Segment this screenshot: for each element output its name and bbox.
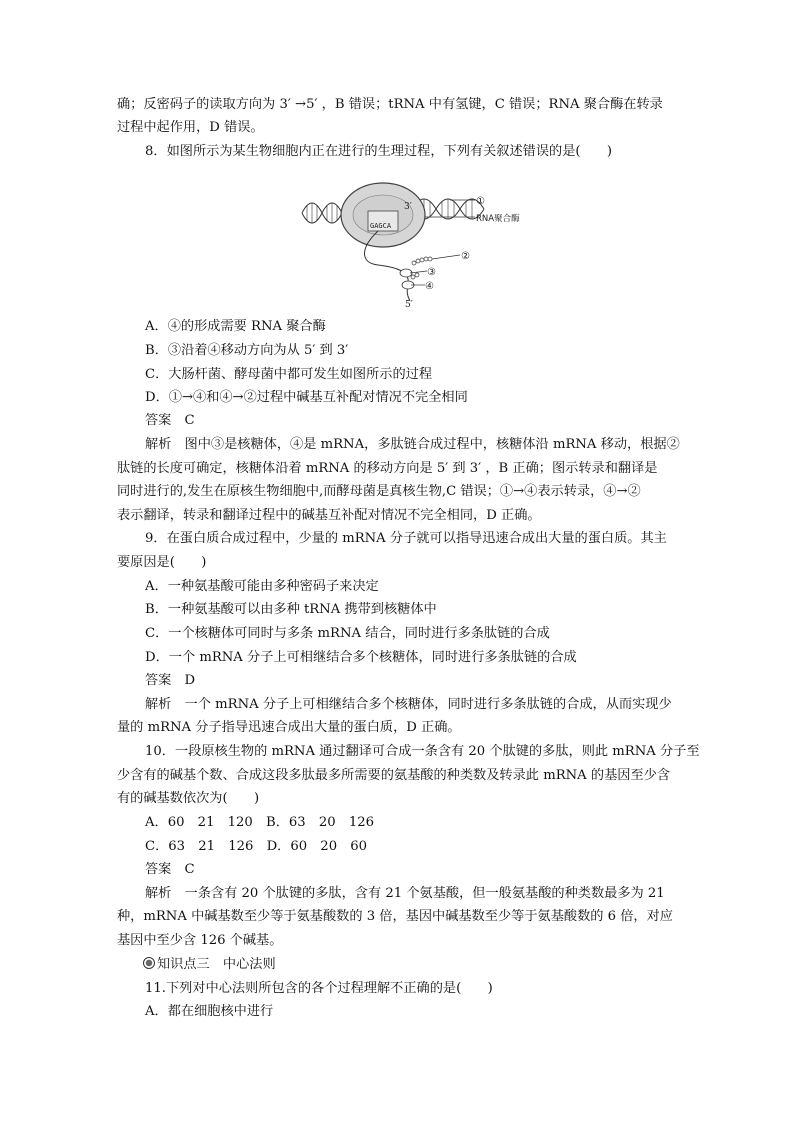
analysis-line: 基因中至少含 126 个碱基。	[117, 933, 283, 948]
answer: 答案 C	[145, 413, 195, 428]
question-8-stem: 8．如图所示为某生物细胞内正在进行的生理过程，下列有关叙述错误的是( )	[145, 144, 613, 159]
label-4: ④	[425, 281, 434, 292]
label-3prime: 3′	[404, 202, 412, 212]
option: C．大肠杆菌、酵母菌中都可发生如图所示的过程	[145, 367, 433, 382]
option: C．一个核糖体可同时与多条 mRNA 结合，同时进行多条肽链的合成	[145, 626, 550, 641]
option: A．一种氨基酸可能由多种密码子来决定	[145, 579, 379, 594]
label-3: ③	[427, 267, 436, 278]
transcription-translation-figure	[300, 173, 525, 308]
option: C．63 21 126 D．60 20 60	[145, 839, 368, 854]
label-rna-polymerase: RNA聚合酶	[476, 214, 520, 224]
box-label: GAGCA	[370, 222, 392, 230]
knowledge-point-label: 知识点三 中心法则	[157, 957, 276, 972]
answer: 答案 D	[145, 673, 196, 688]
analysis-line: 种，mRNA 中碱基数至少等于氨基酸数的 3 倍，基因中碱基数至少等于氨基酸数的 6 倍，对应	[117, 909, 673, 924]
option: A．60 21 120 B．63 20 126	[145, 815, 374, 830]
option: A．都在细胞核中进行	[145, 1004, 274, 1019]
analysis-line: 解析 图中③是核糖体，④是 mRNA，多肽链合成过程中，核糖体沿 mRNA 移动，根据②	[145, 437, 680, 452]
question-9-stem: 9．在蛋白质合成过程中，少量的 mRNA 分子就可以指导迅速合成出大量的蛋白质。其主	[145, 531, 667, 546]
analysis-line: 肽链的长度可确定，核糖体沿着 mRNA 的移动方向是 5′ 到 3′ ，B 正确；图示转录和翻译是	[117, 461, 658, 476]
text-line: 确；反密码子的读取方向为 3′ →5′ ，B 错误；tRNA 中有氢键，C 错误；RNA 聚合酶在转录	[117, 97, 663, 112]
question-11-stem: 11.下列对中心法则所包含的各个过程理解不正确的是( )	[145, 981, 493, 996]
option: D．一个 mRNA 分子上可相继结合多个核糖体，同时进行多条肽链的合成	[145, 650, 577, 665]
question-10-stem: 10．一段原核生物的 mRNA 通过翻译可合成一条含有 20 个肽键的多肽，则此 mRNA 分子至	[145, 744, 700, 759]
question-10-stem: 有的碱基数依次为( )	[117, 791, 260, 806]
label-5prime: 5′	[405, 300, 413, 308]
option: B．③沿着④移动方向为从 5′ 到 3′	[145, 343, 349, 358]
question-9-stem: 要原因是( )	[117, 555, 207, 570]
label-1: ①	[476, 196, 485, 207]
analysis-line: 解析 一条含有 20 个肽键的多肽，含有 21 个氨基酸，但一般氨基酸的种类数最多为 21	[145, 886, 665, 901]
question-10-stem: 少含有的碱基个数、合成这段多肽最多所需要的氨基酸的种类数及转录此 mRNA 的基因至少含	[117, 768, 671, 783]
option: D．①→④和④→②过程中碱基互补配对情况不完全相同	[145, 390, 468, 405]
answer: 答案 C	[145, 862, 195, 877]
label-2: ②	[461, 251, 470, 262]
text-line: 过程中起作用，D 错误。	[117, 120, 264, 135]
target-icon	[143, 957, 155, 969]
option: B．一种氨基酸可以由多种 tRNA 携带到核糖体中	[145, 602, 437, 617]
analysis-line: 表示翻译，转录和翻译过程中的碱基互补配对情况不完全相同，D 正确。	[117, 508, 541, 523]
analysis-line: 量的 mRNA 分子指导迅速合成出大量的蛋白质，D 正确。	[117, 720, 461, 735]
analysis-line: 同时进行的,发生在原核生物细胞中,而酵母菌是真核生物,C 错误；①→④表示转录，④→②	[117, 484, 641, 499]
option: A．④的形成需要 RNA 聚合酶	[145, 319, 326, 334]
knowledge-point-heading	[143, 955, 276, 975]
analysis-line: 解析 一个 mRNA 分子上可相继结合多个核糖体，同时进行多条肽链的合成，从而实现少	[145, 697, 672, 712]
